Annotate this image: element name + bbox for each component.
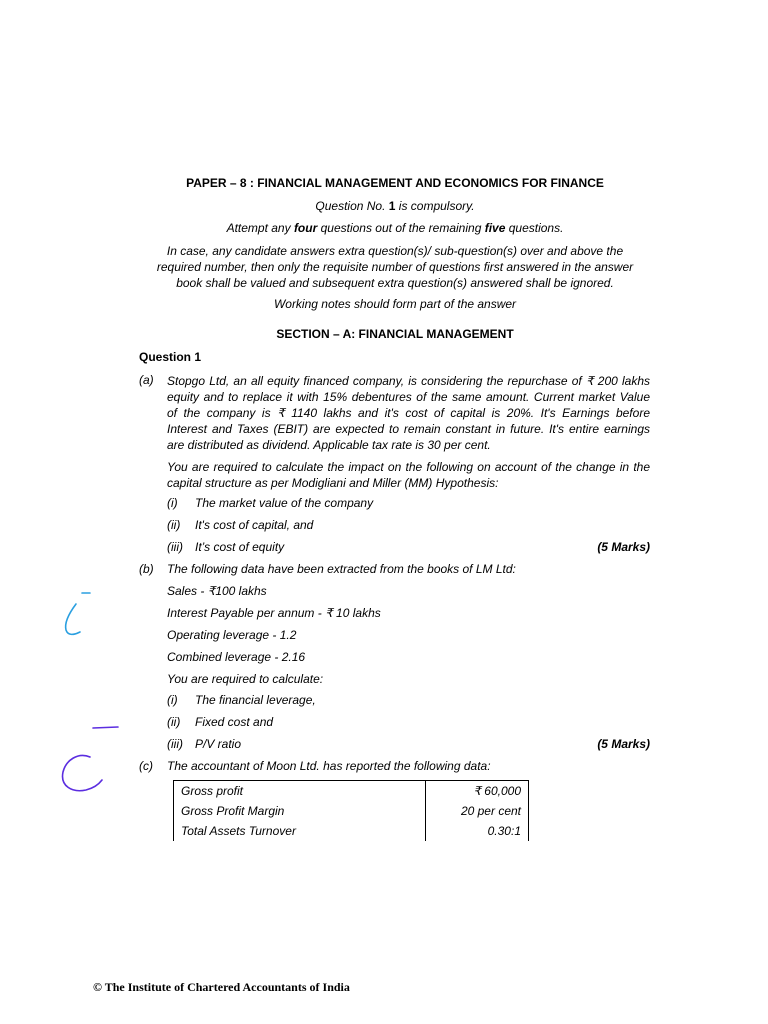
part-c-label: (c) — [139, 759, 153, 773]
part-a-requirement: You are required to calculate the impact on the following on account of the change in the capital structure as per Modigliani and Miller (MM) Hypothesis: — [167, 460, 650, 490]
list-item: (iii) — [167, 540, 183, 554]
list-item: It’s cost of equity — [195, 540, 285, 554]
part-a-text: Stopgo Ltd, an all equity financed company, is considering the repurchase of ₹ 200 lakhs equity and to replace it with 15% debentures of the same amount. Current market Value of the company is ₹ 1140 lakhs and it's cost of capital is 20%. It's Earnings before Interest and Taxes (EBIT) are expected to remain constant in future. It's entire earnings are distributed as dividend. Applicable tax rate is 30 per cent. — [167, 374, 650, 452]
part-b-intro: The following data have been extracted from the books of LM Ltd: — [167, 562, 516, 576]
table-cell: ₹ 60,000 — [426, 781, 529, 802]
list-item: (i) — [167, 496, 178, 510]
list-item: (iii) — [167, 737, 183, 751]
part-a-marks: (5 Marks) — [597, 540, 650, 554]
list-item: (i) — [167, 693, 178, 707]
part-c-intro: The accountant of Moon Ltd. has reported the following data: — [167, 759, 491, 773]
list-item: Interest Payable per annum - ₹ 10 lakhs — [167, 606, 381, 620]
table-cell: Gross profit — [174, 781, 426, 802]
attempt-note: Attempt any four questions out of the remaining five questions. — [226, 221, 564, 235]
working-notes: Working notes should form part of the answer — [273, 297, 517, 311]
list-item: Fixed cost and — [195, 715, 274, 729]
paper-title: PAPER – 8 : FINANCIAL MANAGEMENT AND ECONOMICS FOR FINANCE — [186, 176, 604, 190]
list-item: It's cost of capital, and — [195, 518, 314, 532]
instructions: In case, any candidate answers extra question(s)/ sub-question(s) over and above the required number, then only the requisite number of questions first answered in the answer book shall be valued and subsequent extra question(s) answered shall be ignored. — [156, 244, 634, 290]
table-cell: Total Assets Turnover — [174, 821, 426, 841]
part-b-requirement: You are required to calculate: — [167, 672, 324, 686]
part-b-label: (b) — [139, 562, 154, 576]
compulsory-note: Question No. 1 is compulsory. — [315, 199, 475, 213]
table-cell: 20 per cent — [426, 801, 529, 821]
list-item: (ii) — [167, 518, 181, 532]
list-item: P/V ratio — [195, 737, 242, 751]
part-a-label: (a) — [139, 373, 154, 387]
list-item: Combined leverage - 2.16 — [167, 650, 306, 664]
table-cell: Gross Profit Margin — [174, 801, 426, 821]
list-item: The financial leverage, — [195, 693, 316, 707]
footer-copyright: © The Institute of Chartered Accountants of India — [93, 980, 350, 994]
list-item: (ii) — [167, 715, 181, 729]
question-title: Question 1 — [139, 350, 202, 364]
list-item: Sales - ₹100 lakhs — [167, 584, 267, 598]
part-b-marks: (5 Marks) — [597, 737, 650, 751]
section-title: SECTION – A: FINANCIAL MANAGEMENT — [276, 327, 514, 341]
list-item: Operating leverage - 1.2 — [167, 628, 297, 642]
table-cell: 0.30:1 — [426, 821, 529, 841]
list-item: The market value of the company — [195, 496, 374, 510]
